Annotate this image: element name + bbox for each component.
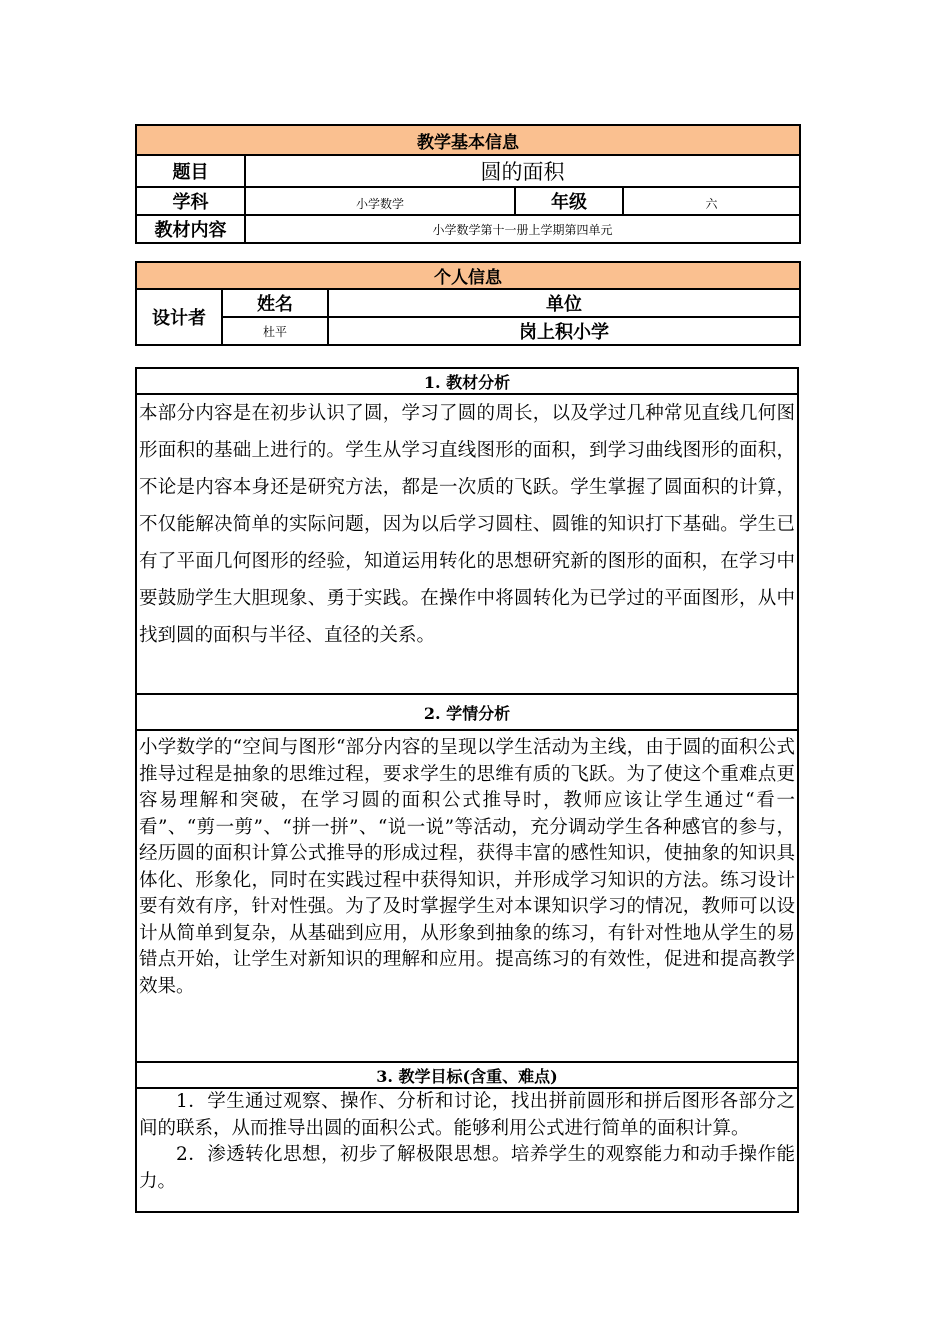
material-value: 小学数学第十一册上学期第四单元: [245, 215, 800, 243]
analysis-table: [135, 367, 799, 1213]
goals-cell: [136, 1088, 798, 1212]
designer-label: 设计者: [136, 289, 222, 345]
unit-value: 岗上积小学: [328, 317, 800, 345]
basic-info-table: [135, 124, 801, 244]
personal-info-header: 个人信息: [136, 262, 800, 289]
topic-label: 题目: [136, 155, 245, 187]
learner-title: 2. 学情分析: [136, 694, 798, 730]
material-label: 教材内容: [136, 215, 245, 243]
grade-label: 年级: [515, 187, 623, 215]
name-value: 杜平: [222, 317, 328, 345]
topic-value: 圆的面积: [245, 155, 800, 187]
analysis-text: 本部分内容是在初步认识了圆，学习了圆的周长，以及学过几种常见直线几何图形面积的基础上进行的。学生从学习直线图形的面积，到学习曲线图形的面积，不论是内容本身还是研究方法，都是一次质的飞跃。学生掌握了圆面积的计算，不仅能解决简单的实际问题，因为以后学习圆柱、圆锥的知识打下基础。学生已有了平面几何图形的经验，知道运用转化的思想研究新的图形的面积，在学习中要鼓励学生大胆现象、勇于实践。在操作中将圆转化为已学过的平面图形，从中找到圆的面积与半径、直径的关系。: [136, 394, 798, 694]
personal-info-table: [135, 261, 801, 346]
learner-text: 小学数学的“空间与图形“部分内容的呈现以学生活动为主线，由于圆的面积公式推导过程是抽象的思维过程，要求学生的思维有质的飞跃。为了使这个重难点更容易理解和突破，在学习圆的面积公式推导时，教师应该让学生通过“看一看”、“剪一剪”、“拼一拼”、“说一说”等活动，充分调动学生各种感官的参与，经历圆的面积计算公式推导的形成过程，获得丰富的感性知识，使抽象的知识具体化、形象化，同时在实践过程中获得知识，并形成学习知识的方法。练习设计要有效有序，针对性强。为了及时掌握学生对本课知识学习的情况，教师可以设计从简单到复杂，从基础到应用，从形象到抽象的练习，有针对性地从学生的易错点开始，让学生对新知识的理解和应用。提高练习的有效性，促进和提高教学效果。: [136, 730, 798, 1062]
goals-title: 3. 教学目标(含重、难点): [136, 1062, 798, 1088]
goal-2: 2．渗透转化思想，初步了解极限思想。培养学生的观察能力和动手操作能力。: [139, 1144, 795, 1192]
basic-info-header: 教学基本信息: [136, 125, 800, 155]
subject-value: 小学数学: [245, 187, 515, 215]
unit-label: 单位: [328, 289, 800, 317]
subject-label: 学科: [136, 187, 245, 215]
goal-1: 1．学生通过观察、操作、分析和讨论，找出拼前圆形和拼后图形各部分之间的联系，从而推导出圆的面积公式。能够利用公式进行简单的面积计算。: [139, 1091, 795, 1139]
grade-value: 六: [623, 187, 800, 215]
name-label: 姓名: [222, 289, 328, 317]
analysis-title: 1. 教材分析: [136, 368, 798, 394]
